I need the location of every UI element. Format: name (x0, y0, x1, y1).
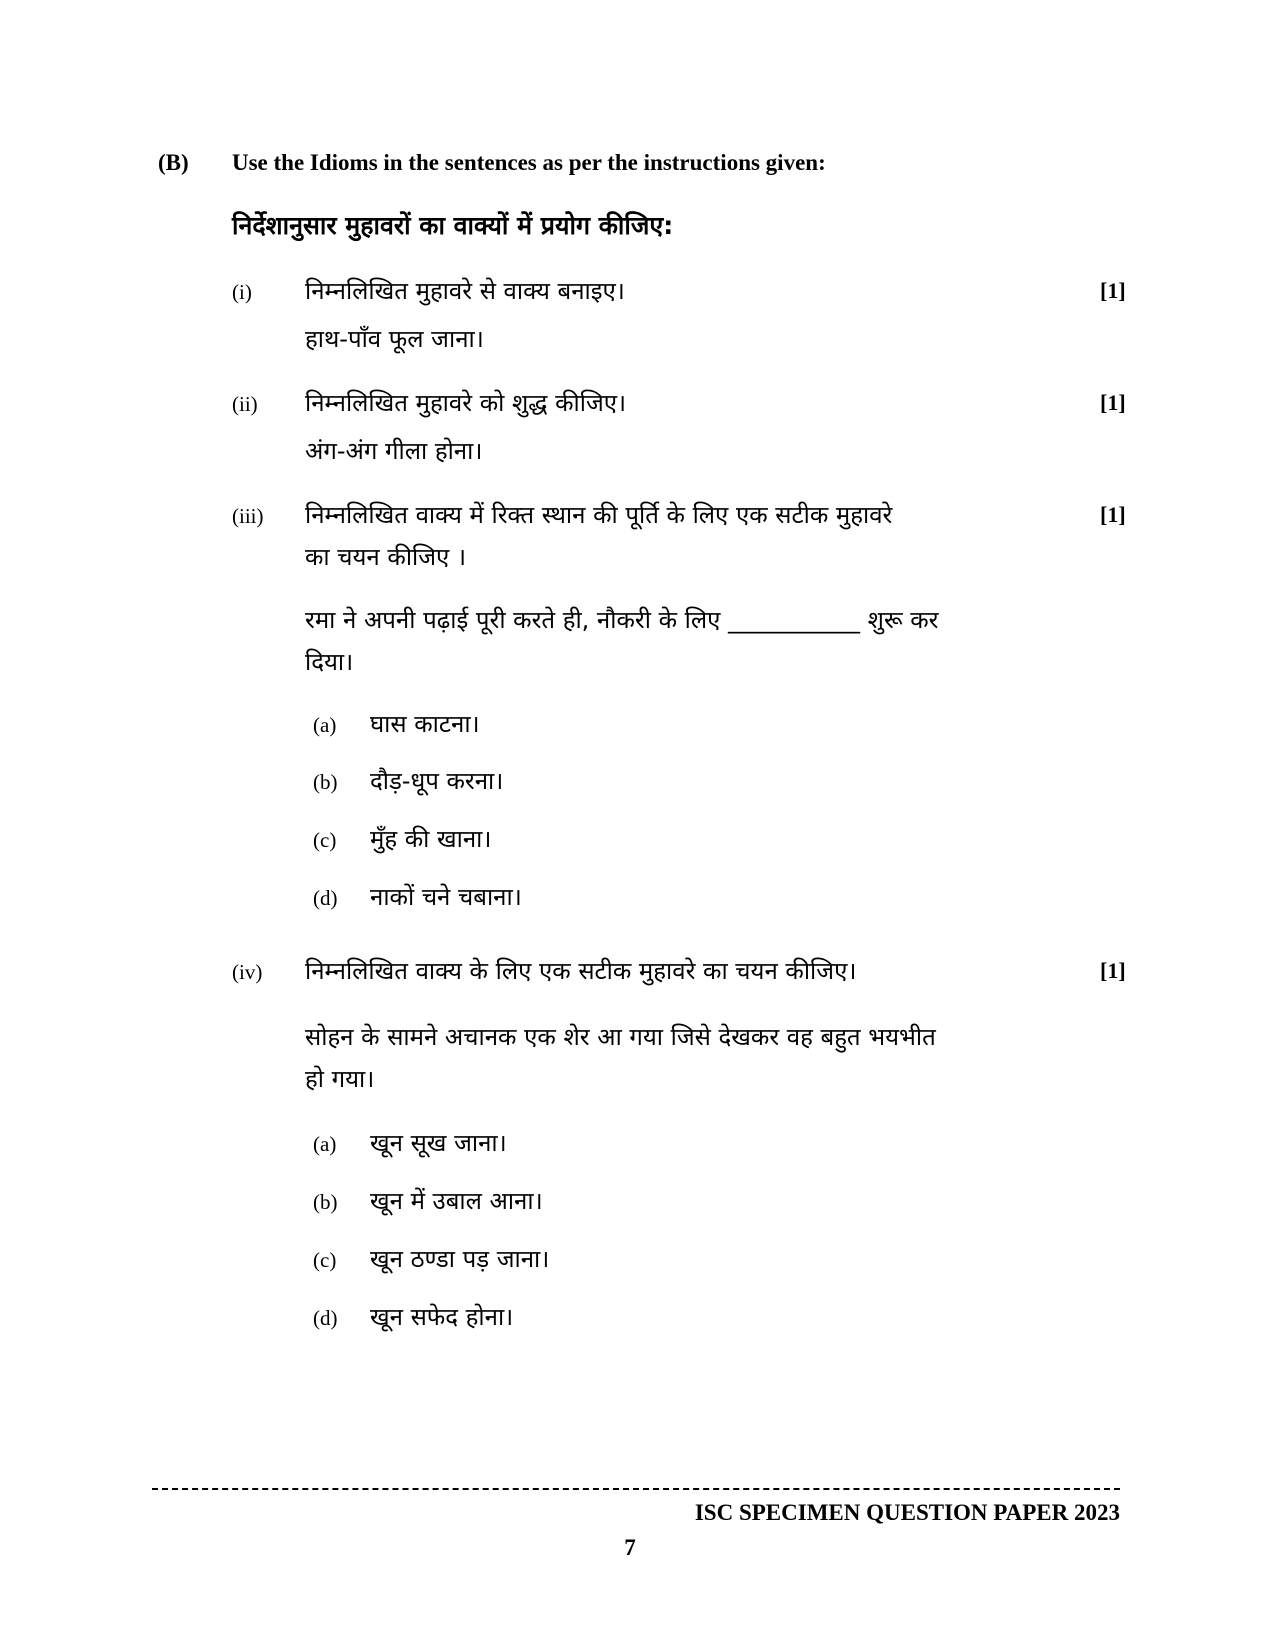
option-label: (a) (313, 1132, 337, 1156)
question-number: (i) (232, 280, 252, 304)
question-number: (iv) (232, 960, 263, 984)
question-number: (ii) (232, 392, 258, 416)
option-label: (d) (313, 1306, 338, 1330)
page-number: 7 (624, 1535, 636, 1560)
footer-divider (152, 1488, 1120, 1490)
marks-label: [1] (1100, 958, 1126, 983)
fill-blank-sentence-line1: रमा ने अपनी पढ़ाई पूरी करते ही, नौकरी के लिए ___________ शुरू कर (305, 606, 939, 634)
question-text-line2: का चयन कीजिए । (305, 543, 467, 571)
question-text: निम्नलिखित वाक्य के लिए एक सटीक मुहावरे का चयन कीजिए। (305, 957, 857, 985)
option-text: घास काटना। (370, 710, 480, 738)
option-text: नाकों चने चबाना। (370, 883, 522, 911)
question-number: (iii) (232, 504, 264, 528)
marks-label: [1] (1100, 390, 1126, 415)
section-title-english: Use the Idioms in the sentences as per the instructions given: (232, 150, 826, 175)
option-text: खून सूख जाना। (370, 1129, 507, 1157)
question-text: निम्नलिखित मुहावरे को शुद्ध कीजिए। (305, 389, 627, 417)
option-text: खून सफेद होना। (370, 1303, 514, 1331)
idiom-text: हाथ-पाँव फूल जाना। (305, 325, 484, 353)
option-label: (b) (313, 770, 338, 794)
option-label: (b) (313, 1190, 338, 1214)
option-text: मुँह की खाना। (370, 825, 492, 853)
marks-label: [1] (1100, 278, 1126, 303)
section-title-hindi: निर्देशानुसार मुहावरों का वाक्यों में प्रयोग कीजिए: (232, 211, 674, 240)
idiom-text: अंग-अंग गीला होना। (305, 437, 483, 465)
option-label: (a) (313, 713, 337, 737)
option-label: (c) (313, 1248, 337, 1272)
option-text: खून ठण्डा पड़ जाना। (370, 1245, 550, 1273)
question-text: निम्नलिखित मुहावरे से वाक्य बनाइए। (305, 277, 625, 305)
option-label: (c) (313, 828, 337, 852)
sentence-line2: हो गया। (305, 1065, 375, 1093)
fill-blank-sentence-line2: दिया। (305, 648, 354, 676)
section-label: (B) (158, 150, 189, 175)
sentence-line1: सोहन के सामने अचानक एक शेर आ गया जिसे देखकर वह बहुत भयभीत (305, 1023, 936, 1051)
footer-title: ISC SPECIMEN QUESTION PAPER 2023 (694, 1500, 1120, 1525)
marks-label: [1] (1100, 502, 1126, 527)
question-text-line1: निम्नलिखित वाक्य में रिक्त स्थान की पूर्ति के लिए एक सटीक मुहावरे (305, 501, 893, 529)
option-text: दौड़-धूप करना। (370, 767, 504, 795)
option-label: (d) (313, 886, 338, 910)
option-text: खून में उबाल आना। (370, 1187, 543, 1215)
